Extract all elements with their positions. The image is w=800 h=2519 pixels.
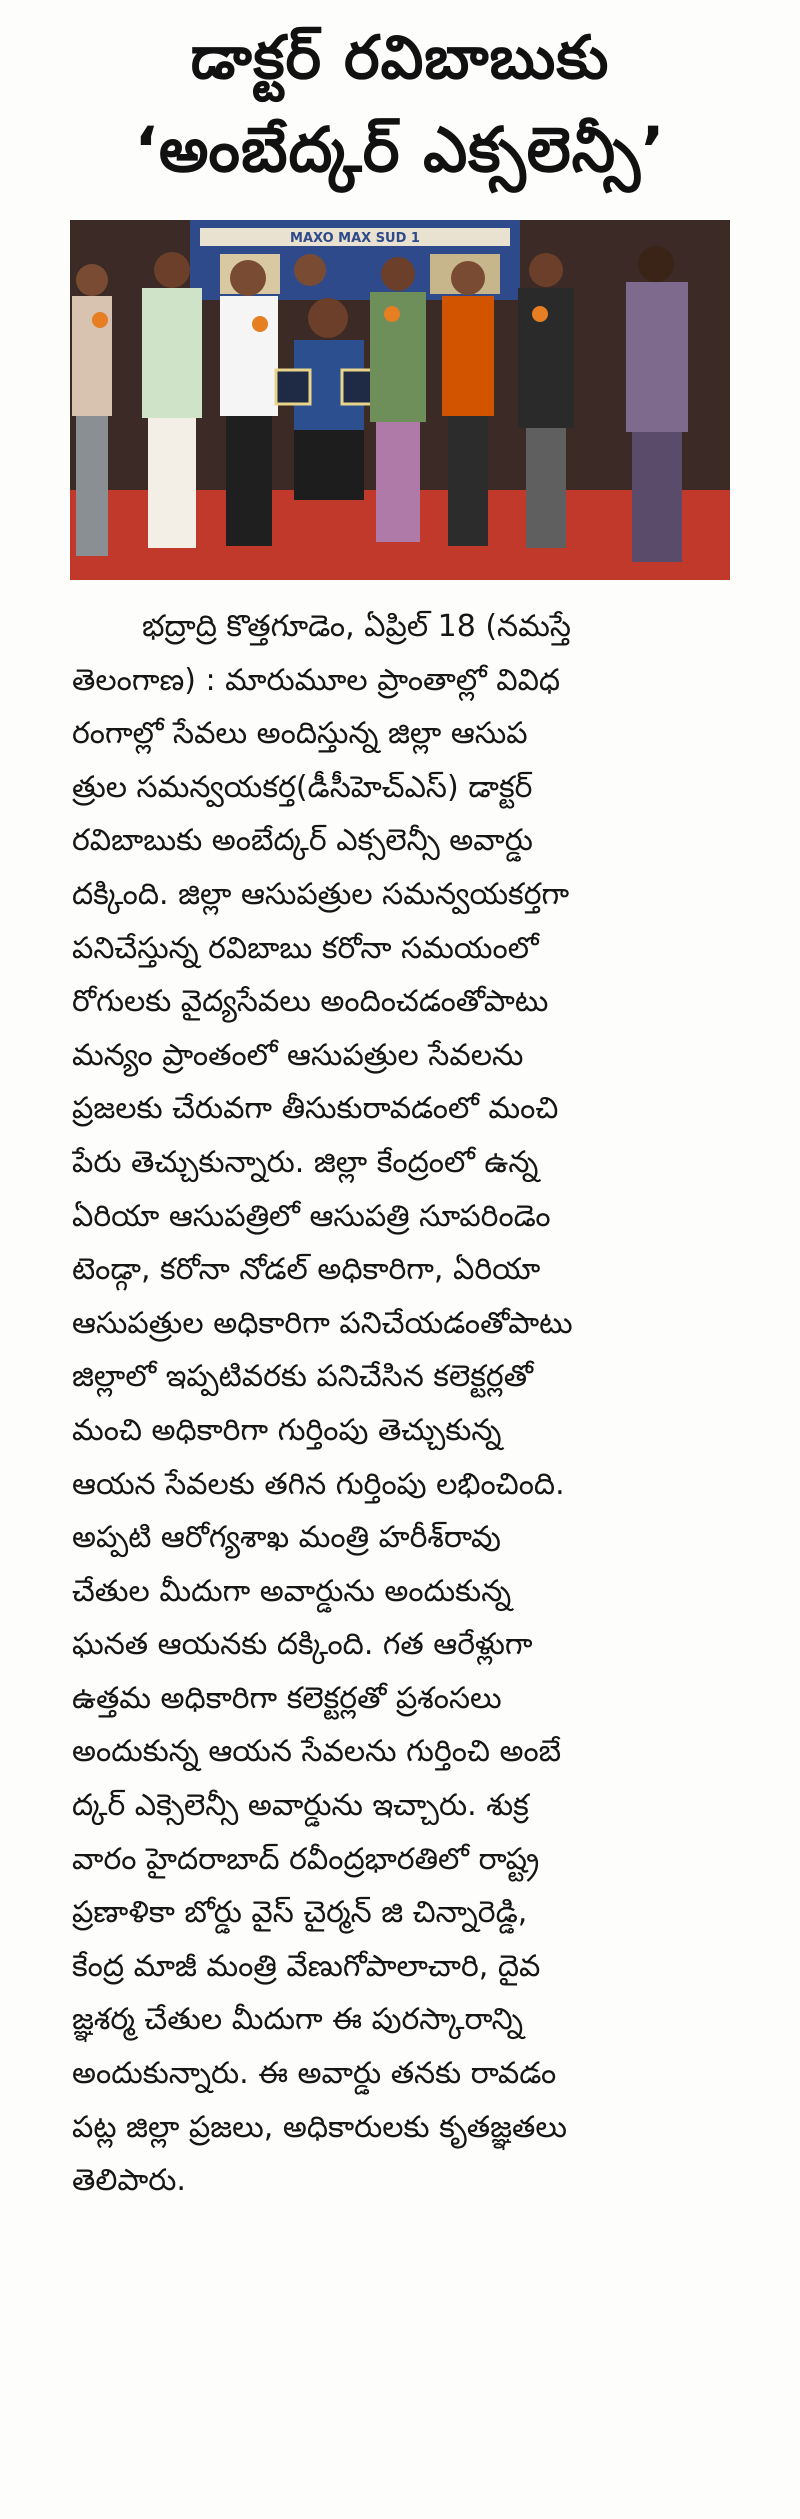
article-line: రవిబాబుకు అంబేద్కర్ ఎక్సలెన్సీ అవార్డు xyxy=(72,823,533,859)
headline-line-1: డాక్టర్ రవిబాబుకు xyxy=(190,23,610,93)
article-line: తెలంగాణ) : మారుమూల ప్రాంతాల్లో వివిధ xyxy=(72,662,561,698)
headline-line-2: ‘అంబేద్కర్ ఎక్సలెన్సీ’ xyxy=(134,113,666,186)
person-9 xyxy=(626,246,688,562)
article-line: ప్రణాళికా బోర్డు వైస్ చైర్మన్ జి చిన్నారెడ్డి, xyxy=(72,1895,528,1931)
banner-text: MAXO MAX SUD 1 xyxy=(290,231,420,246)
article-line: రంగాల్లో సేవలు అందిస్తున్న జిల్లా ఆసుప xyxy=(72,716,528,752)
article-line: త్రుల సమన్వయకర్త(డీసీహెచ్ఎస్) డాక్టర్ xyxy=(72,769,533,805)
article-line: ఘనత ఆయనకు దక్కింది. గత ఆరేళ్లుగా xyxy=(72,1627,533,1663)
article-line: జ్ఞశర్మ చేతుల మీదుగా ఈ పురస్కారాన్ని xyxy=(72,2002,523,2038)
person-1 xyxy=(72,264,112,556)
person-5 xyxy=(294,254,326,286)
person-8 xyxy=(518,253,574,548)
article-line: అప్పటి ఆరోగ్యశాఖ మంత్రి హరీశ్‌రావు xyxy=(72,1520,501,1556)
article-line: దక్కింది. జిల్లా ఆసుపత్రుల సమన్వయకర్తగా xyxy=(72,876,570,912)
article-line: టెండ్గా, కరోనా నోడల్ అధికారిగా, ఏరియా xyxy=(72,1252,541,1288)
article-line: అందుకున్నారు. ఈ అవార్డు తనకు రావడం xyxy=(72,2056,557,2092)
article-line: భద్రాద్రి కొత్తగూడెం, ఏప్రిల్ 18 (నమస్తే xyxy=(142,609,571,644)
article-line: తెలిపారు. xyxy=(72,2163,186,2199)
article-line: ఆసుపత్రుల అధికారిగా పనిచేయడంతోపాటు xyxy=(72,1305,573,1341)
article-line: మన్యం ప్రాంతంలో ఆసుపత్రుల సేవలను xyxy=(72,1037,524,1073)
award-plaque-left xyxy=(276,370,310,404)
person-2 xyxy=(142,252,202,548)
article-line: ఏరియా ఆసుపత్రిలో ఆసుపత్రి సూపరిండెం xyxy=(72,1198,551,1234)
article-line: పట్ల జిల్లా ప్రజలు, అధికారులకు కృతజ్ఞతలు xyxy=(72,2109,568,2145)
article-line: చేతుల మీదుగా అవార్డును అందుకున్న xyxy=(72,1573,512,1609)
award-ceremony-photo xyxy=(70,220,730,580)
article-line: ఆయన సేవలకు తగిన గుర్తింపు లభించింది. xyxy=(72,1466,565,1502)
article-line: ప్రజలకు చేరువగా తీసుకురావడంలో మంచి xyxy=(72,1091,559,1127)
person-7 xyxy=(442,261,494,546)
person-3 xyxy=(220,260,278,546)
article-line: వారం హైదరాబాద్ రవీంద్రభారతిలో రాష్ట్ర xyxy=(72,1841,540,1877)
article-line: జిల్లాలో ఇప్పటివరకు పనిచేసిన కలెక్టర్లతో xyxy=(72,1359,533,1395)
article-body xyxy=(72,600,732,2208)
person-6 xyxy=(370,257,426,542)
award-ceremony-illustration xyxy=(70,220,730,580)
article-line: అందుకున్న ఆయన సేవలను గుర్తించి అంబే xyxy=(72,1734,562,1770)
article-line: పేరు తెచ్చుకున్నారు. జిల్లా కేంద్రంలో ఉన్న xyxy=(72,1144,539,1180)
article-line: కేంద్ర మాజీ మంత్రి వేణుగోపాలాచారి, దైవ xyxy=(72,1948,541,1984)
article-line: ద్కర్ ఎక్సెలెన్సీ అవార్డును ఇచ్చారు. శుక్ర xyxy=(72,1788,529,1824)
article-line: పనిచేస్తున్న రవిబాబు కరోనా సమయంలో xyxy=(72,930,539,966)
article-line: రోగులకు వైద్యసేవలు అందించడంతోపాటు xyxy=(72,984,549,1020)
article-line: మంచి అధికారిగా గుర్తింపు తెచ్చుకున్న xyxy=(72,1412,502,1448)
article-line: ఉత్తమ అధికారిగా కలెక్టర్లతో ప్రశంసలు xyxy=(72,1680,502,1716)
